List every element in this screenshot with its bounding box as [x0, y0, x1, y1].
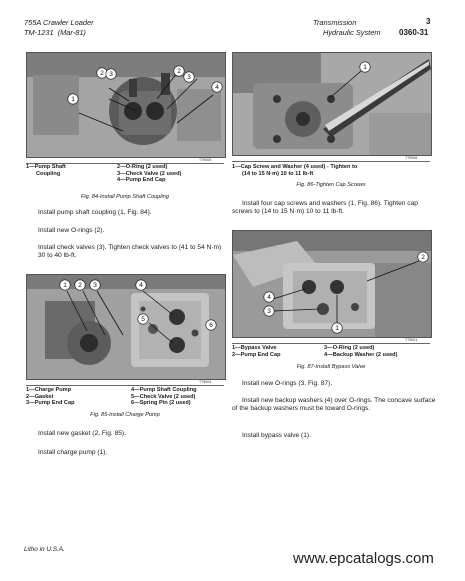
fig85-callout-6: 6	[209, 322, 213, 330]
fig85-callout-3: 3	[93, 282, 97, 290]
fig86-callout-1: 1	[363, 64, 367, 72]
legend-item: 1—Cap Screw and Washer (4 used) - Tighten to	[232, 164, 358, 170]
figure-86-photo-id: T79006	[405, 156, 418, 160]
fig85-callout-4: 4	[139, 282, 143, 290]
figure-86-legend	[232, 164, 357, 177]
fig85-callout-2: 2	[78, 282, 82, 290]
legend-item: 1—Charge Pump	[26, 387, 72, 393]
fig84-callout-2a: 2	[100, 70, 104, 78]
figure-86-illustration	[233, 53, 431, 155]
right-paragraph: Install new backup washers (4) over O-rings. The concave surface of the backup washers must be toward O-rings.	[232, 397, 436, 413]
figure-84-caption: Fig. 84-Install Pump Shaft Coupling	[81, 194, 169, 200]
fig84-callout-3a: 3	[109, 71, 113, 79]
header-section-title: Transmission	[313, 18, 357, 27]
right-paragraph: Install four cap screws and washers (1, Fig. 86). Tighten cap screws to (14 to 15 N·m) 10 to 11 lb-ft.	[232, 200, 418, 216]
figure-84-photo-id: T79005	[199, 158, 212, 162]
figure-85-illustration	[27, 275, 225, 379]
right-paragraph: Install new O-rings (3, Fig. 87).	[242, 380, 333, 387]
header-page-number: 0360-31	[399, 28, 429, 37]
figure-87-caption: Fig. 87-Install Bypass Valve	[296, 364, 366, 370]
legend-item: (14 to 15 N·m) 10 to 11 lb-ft	[242, 170, 314, 177]
right-paragraph: Install bypass valve (1).	[242, 432, 311, 439]
figure-85-legend-right	[131, 387, 197, 407]
left-paragraph: Install charge pump (1).	[38, 449, 108, 456]
fig84-callout-1: 1	[71, 96, 75, 104]
fig87-callout-1: 1	[335, 325, 339, 333]
figure-87-rule	[232, 343, 430, 344]
fig87-callout-2: 2	[421, 254, 425, 262]
header-section-number: 3	[426, 17, 431, 26]
fig87-callout-3: 3	[267, 308, 271, 316]
watermark-url: www.epcatalogs.com	[293, 550, 434, 567]
legend-item: 3—O-Ring (2 used)	[324, 345, 375, 351]
legend-item: 1—Pump Shaft	[26, 164, 66, 170]
fig87-callout-4: 4	[267, 294, 271, 302]
figure-86-photo	[232, 52, 432, 156]
legend-item: 3—Check Valve (2 used)	[117, 170, 182, 177]
figure-87-photo-id: T79001	[405, 338, 418, 342]
figure-84-photo	[26, 52, 226, 158]
figure-86-rule	[232, 161, 430, 162]
left-paragraph: Install pump shaft coupling (1, Fig. 84).	[38, 209, 152, 216]
header-tm: TM-1231	[24, 28, 54, 37]
figure-85-photo-id: T79004	[199, 380, 212, 384]
footer-litho: Litho in U.S.A.	[24, 546, 65, 553]
header-date: (Mar-81)	[57, 28, 86, 37]
legend-item: 4—Pump End Cap	[117, 177, 166, 184]
legend-item: 2—O-Ring (2 used)	[117, 164, 168, 170]
figure-87-legend-right	[324, 345, 397, 358]
legend-item: 1—Bypass Valve	[232, 345, 277, 351]
figure-84-legend-right	[117, 164, 181, 184]
figure-87-legend-left	[232, 345, 280, 358]
fig85-callout-5: 5	[141, 316, 145, 324]
legend-item: Coupling	[36, 170, 61, 177]
figure-85-rule	[26, 385, 224, 386]
figure-85-caption: Fig. 85-Install Charge Pump	[90, 412, 160, 418]
figure-84-illustration	[27, 53, 225, 157]
figure-85-legend-left	[26, 387, 74, 407]
left-paragraph: Install new gasket (2, Fig. 85).	[38, 430, 126, 437]
left-paragraph: Install check valves (3). Tighten check valves to (41 to 54 N·m) 30 to 40 lb-ft.	[38, 244, 222, 260]
header-subsection-title: Hydraulic System	[323, 28, 381, 37]
legend-item: 5—Check Valve (2 used)	[131, 393, 196, 400]
header-manual-number	[24, 28, 86, 37]
header-model: 755A Crawler Loader	[24, 18, 94, 27]
figure-86-caption: Fig. 86-Tighten Cap Screws	[296, 182, 366, 188]
figure-85-photo	[26, 274, 226, 380]
figure-87-photo	[232, 230, 432, 338]
figure-87-illustration	[233, 231, 431, 337]
figure-84-legend-left	[26, 164, 66, 177]
legend-item: 6—Spring Pin (2 used)	[131, 400, 191, 407]
legend-item: 4—Pump Shaft Coupling	[131, 387, 197, 393]
legend-item: 2—Pump End Cap	[232, 351, 281, 358]
legend-item: 4—Backup Washer (2 used)	[324, 351, 398, 358]
fig84-callout-4: 4	[215, 84, 219, 92]
fig84-callout-3b: 3	[187, 74, 191, 82]
legend-item: 2—Gasket	[26, 393, 54, 400]
left-paragraph: Install new O-rings (2).	[38, 227, 105, 234]
fig84-callout-2b: 2	[177, 68, 181, 76]
fig85-callout-1: 1	[63, 282, 67, 290]
legend-item: 3—Pump End Cap	[26, 400, 75, 407]
